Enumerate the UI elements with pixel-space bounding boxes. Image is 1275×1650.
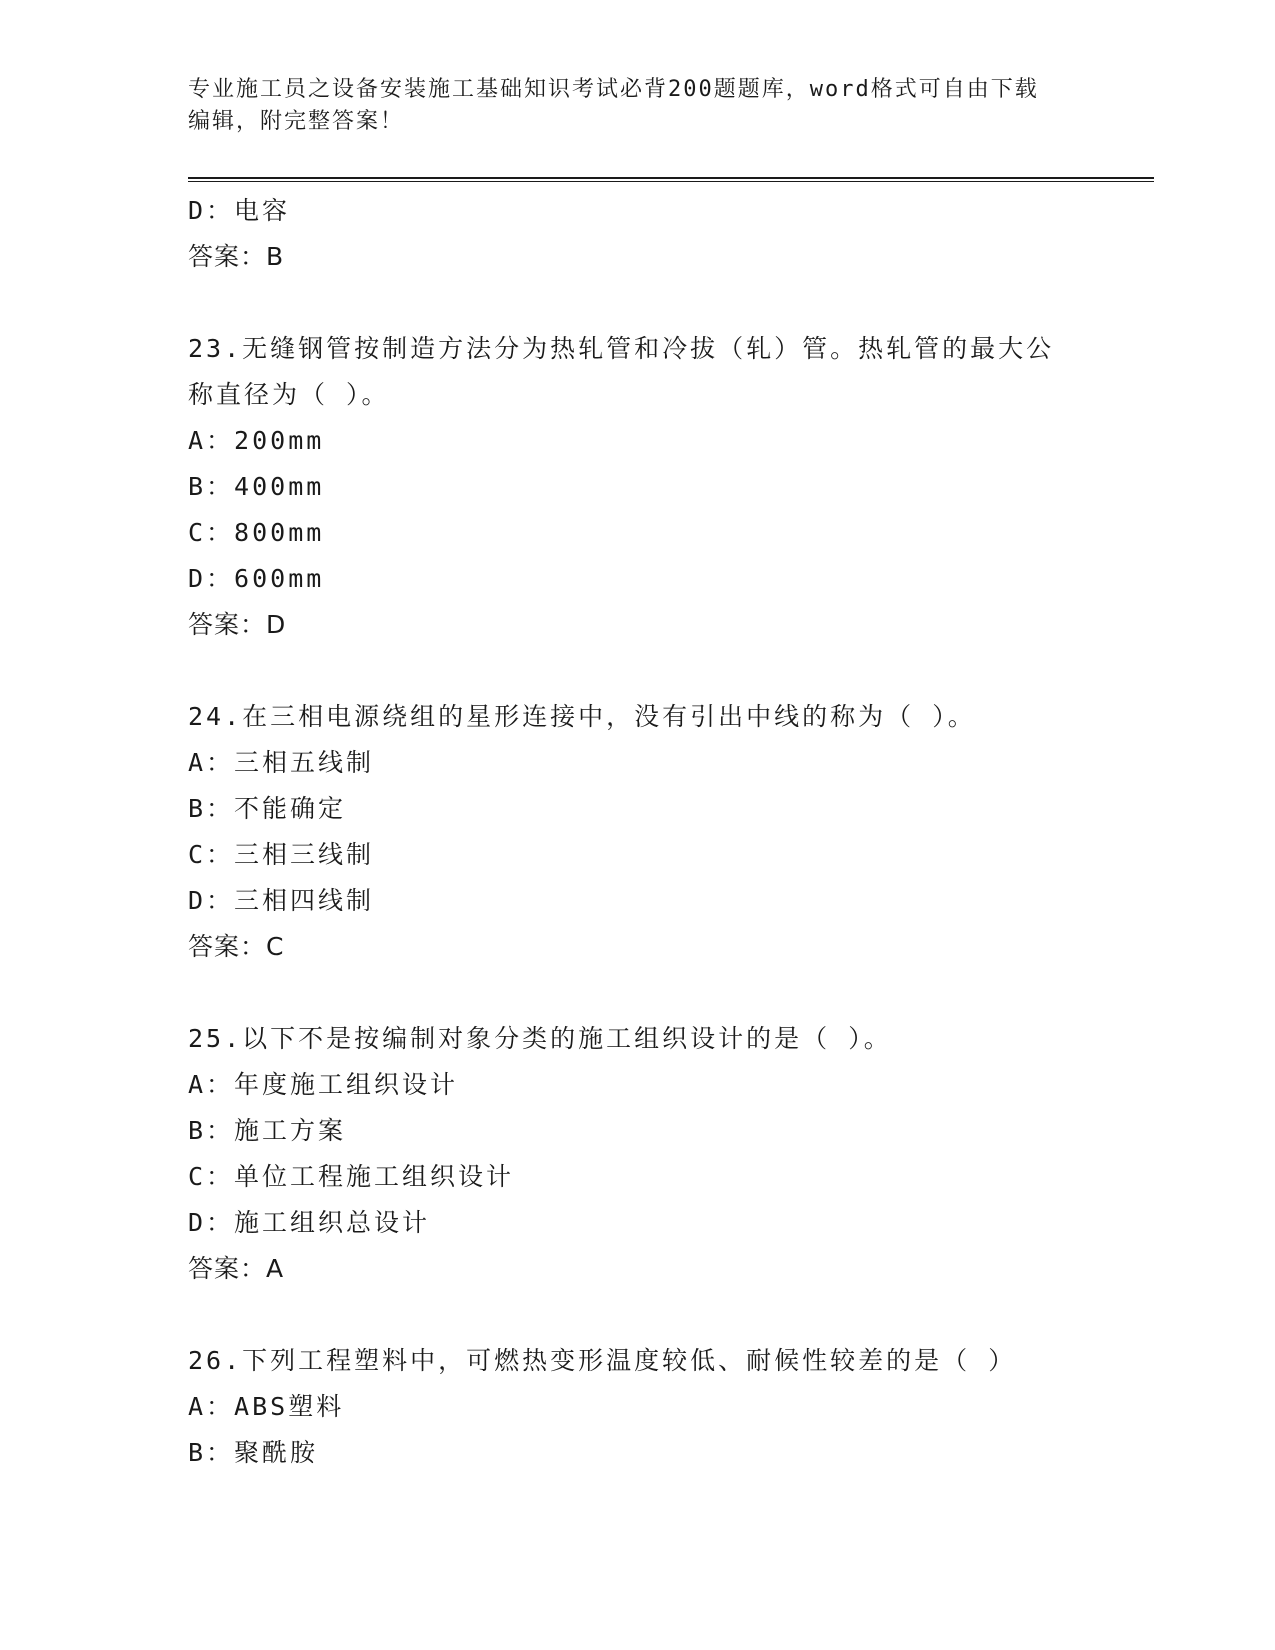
option-d: D：施工组织总设计	[188, 1208, 431, 1237]
answer-line: 答案：D	[188, 610, 287, 639]
option-b: B：聚酰胺	[188, 1438, 319, 1467]
header-divider	[188, 177, 1154, 182]
question-stem-continued: 称直径为（ ）。	[188, 380, 390, 409]
spacer	[188, 1292, 1088, 1338]
option-a: A：年度施工组织设计	[188, 1070, 459, 1099]
option-c: C：800mm	[188, 518, 325, 547]
option-d: D：三相四线制	[188, 886, 375, 915]
answer-line: 答案：A	[188, 1254, 285, 1283]
option-b: B：不能确定	[188, 794, 347, 823]
spacer	[188, 648, 1088, 694]
question-block-23	[188, 326, 1088, 648]
question-block-24	[188, 694, 1088, 970]
answer-line: 答案：C	[188, 932, 285, 961]
question-stem: 26.下列工程塑料中，可燃热变形温度较低、耐候性较差的是（ ）	[188, 1346, 1017, 1375]
question-stem: 24.在三相电源绕组的星形连接中，没有引出中线的称为（ ）。	[188, 702, 976, 731]
option-a: A：三相五线制	[188, 748, 375, 777]
header-title-line-1: 专业施工员之设备安装施工基础知识考试必背200题题库，word格式可自由下载	[188, 77, 1039, 102]
answer-line: 答案：B	[188, 242, 285, 271]
question-stem: 25.以下不是按编制对象分类的施工组织设计的是（ ）。	[188, 1024, 892, 1053]
question-block-26	[188, 1338, 1088, 1476]
option-c: C：单位工程施工组织设计	[188, 1162, 515, 1191]
question-list	[188, 188, 1088, 1476]
option-b: B：施工方案	[188, 1116, 347, 1145]
question-block-25	[188, 1016, 1088, 1292]
header-title-line-2: 编辑，附完整答案！	[188, 109, 405, 134]
spacer	[188, 280, 1088, 326]
option-d: D：600mm	[188, 564, 325, 593]
document-header	[188, 74, 1078, 138]
option-a: A：200mm	[188, 426, 325, 455]
option-a: A：ABS塑料	[188, 1392, 345, 1421]
question-stem: 23.无缝钢管按制造方法分为热轧管和冷拔（轧）管。热轧管的最大公	[188, 334, 1055, 363]
option-d: D：电容	[188, 196, 291, 225]
option-c: C：三相三线制	[188, 840, 375, 869]
spacer	[188, 970, 1088, 1016]
option-b: B：400mm	[188, 472, 325, 501]
